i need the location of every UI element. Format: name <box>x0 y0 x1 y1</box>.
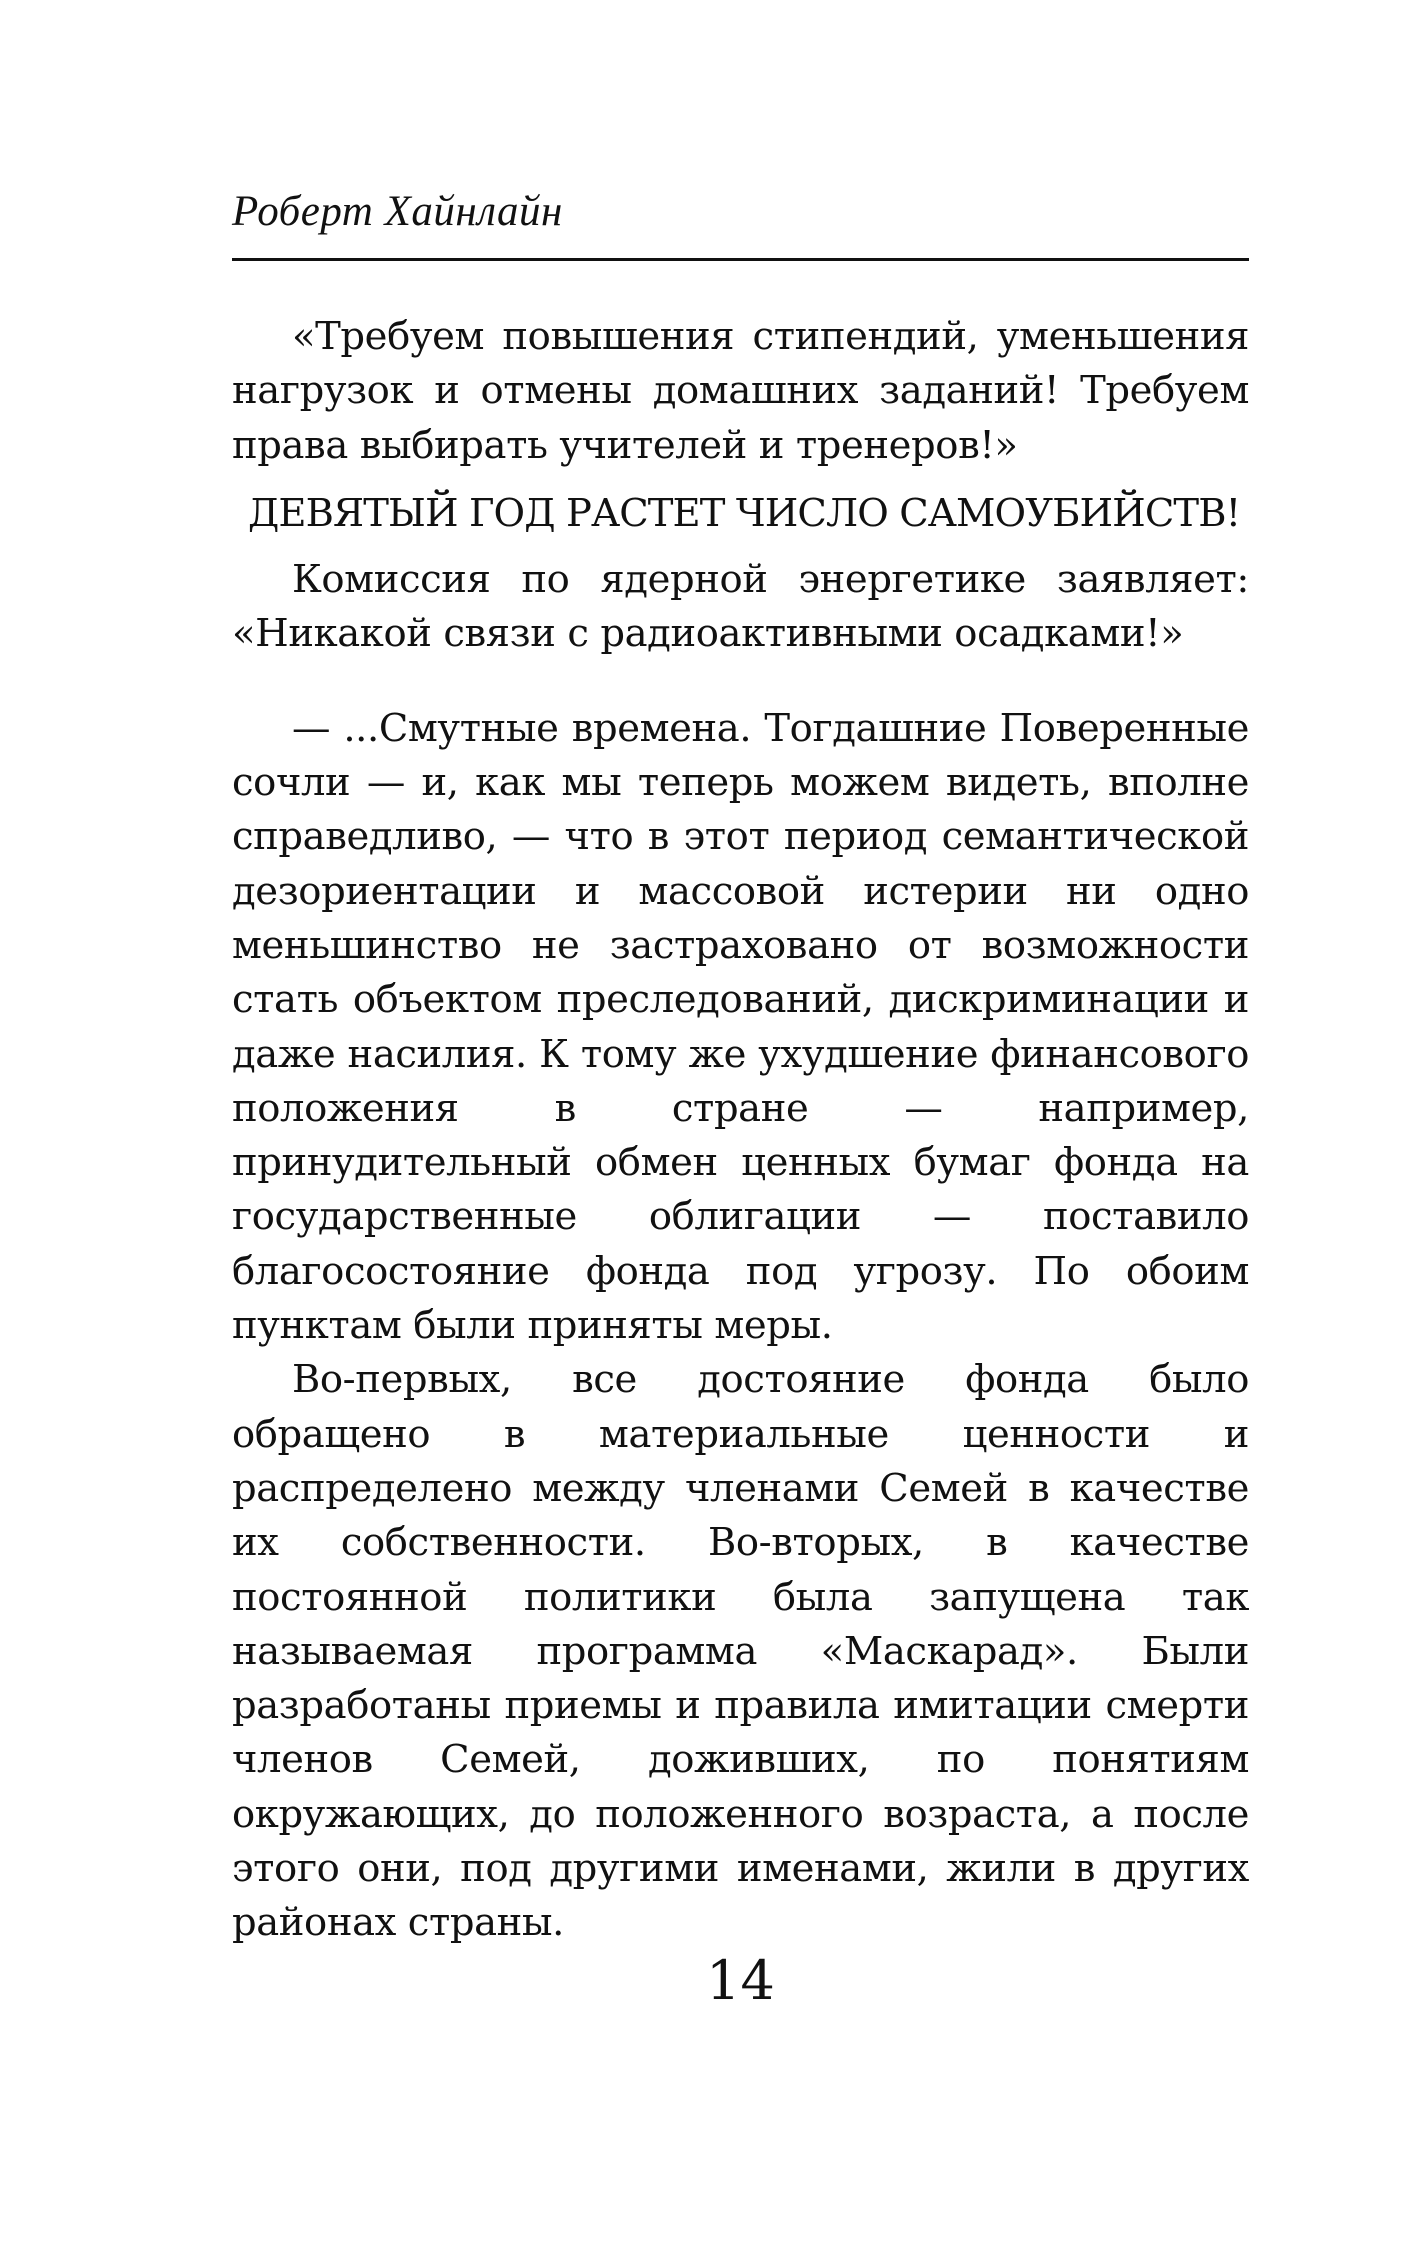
page-number: 14 <box>706 1949 775 2012</box>
header-rule <box>232 258 1249 261</box>
book-page <box>232 0 1249 2244</box>
body-text <box>232 310 1249 1951</box>
section-break <box>232 662 1249 702</box>
paragraph-slogan: «Требуем повышения стипендий, уменьшения нагрузок и отмены домашних заданий! Требуем права выбирать учителей и тренеров!» <box>232 314 1249 468</box>
paragraph-commission: Комиссия по ядерной энергетике заявляет: «Никакой связи с радиоактивными осадками!» <box>232 557 1249 657</box>
paragraph-masquerade: Во-первых, все достояние фонда было обращено в материальные ценности и распределено между членами Семей в качестве их собственности. Во-вторых, в качестве постоянной политики была запущена так называемая программа «Маскарад». Были разработаны приемы и правила имитации смерти членов Семей, доживших, по понятиям окружающих, до положенного возраста, а после этого они, под другими именами, жили в других районах страны. <box>232 1357 1249 1946</box>
paragraph-headline: ДЕВЯТЫЙ ГОД РАСТЕТ ЧИСЛО САМОУБИЙСТВ! <box>248 490 1241 536</box>
paragraph-troubled-times: — ...Смутные времена. Тогдашние Поверенные сочли — и, как мы теперь можем видеть, вполне справедливо, — что в этот период семантической дезориентации и массовой истерии ни одно меньшинство не застраховано от возможности стать объектом преследований, дискриминации и даже насилия. К тому же ухудшение финансового положения в стране — например, принудительный обмен ценных бумаг фонда на государственные облигации — поставило благосостояние фонда под угрозу. По обоим пунктам были приняты меры. <box>232 705 1249 1349</box>
running-head: Роберт Хайнлайн <box>232 188 563 235</box>
